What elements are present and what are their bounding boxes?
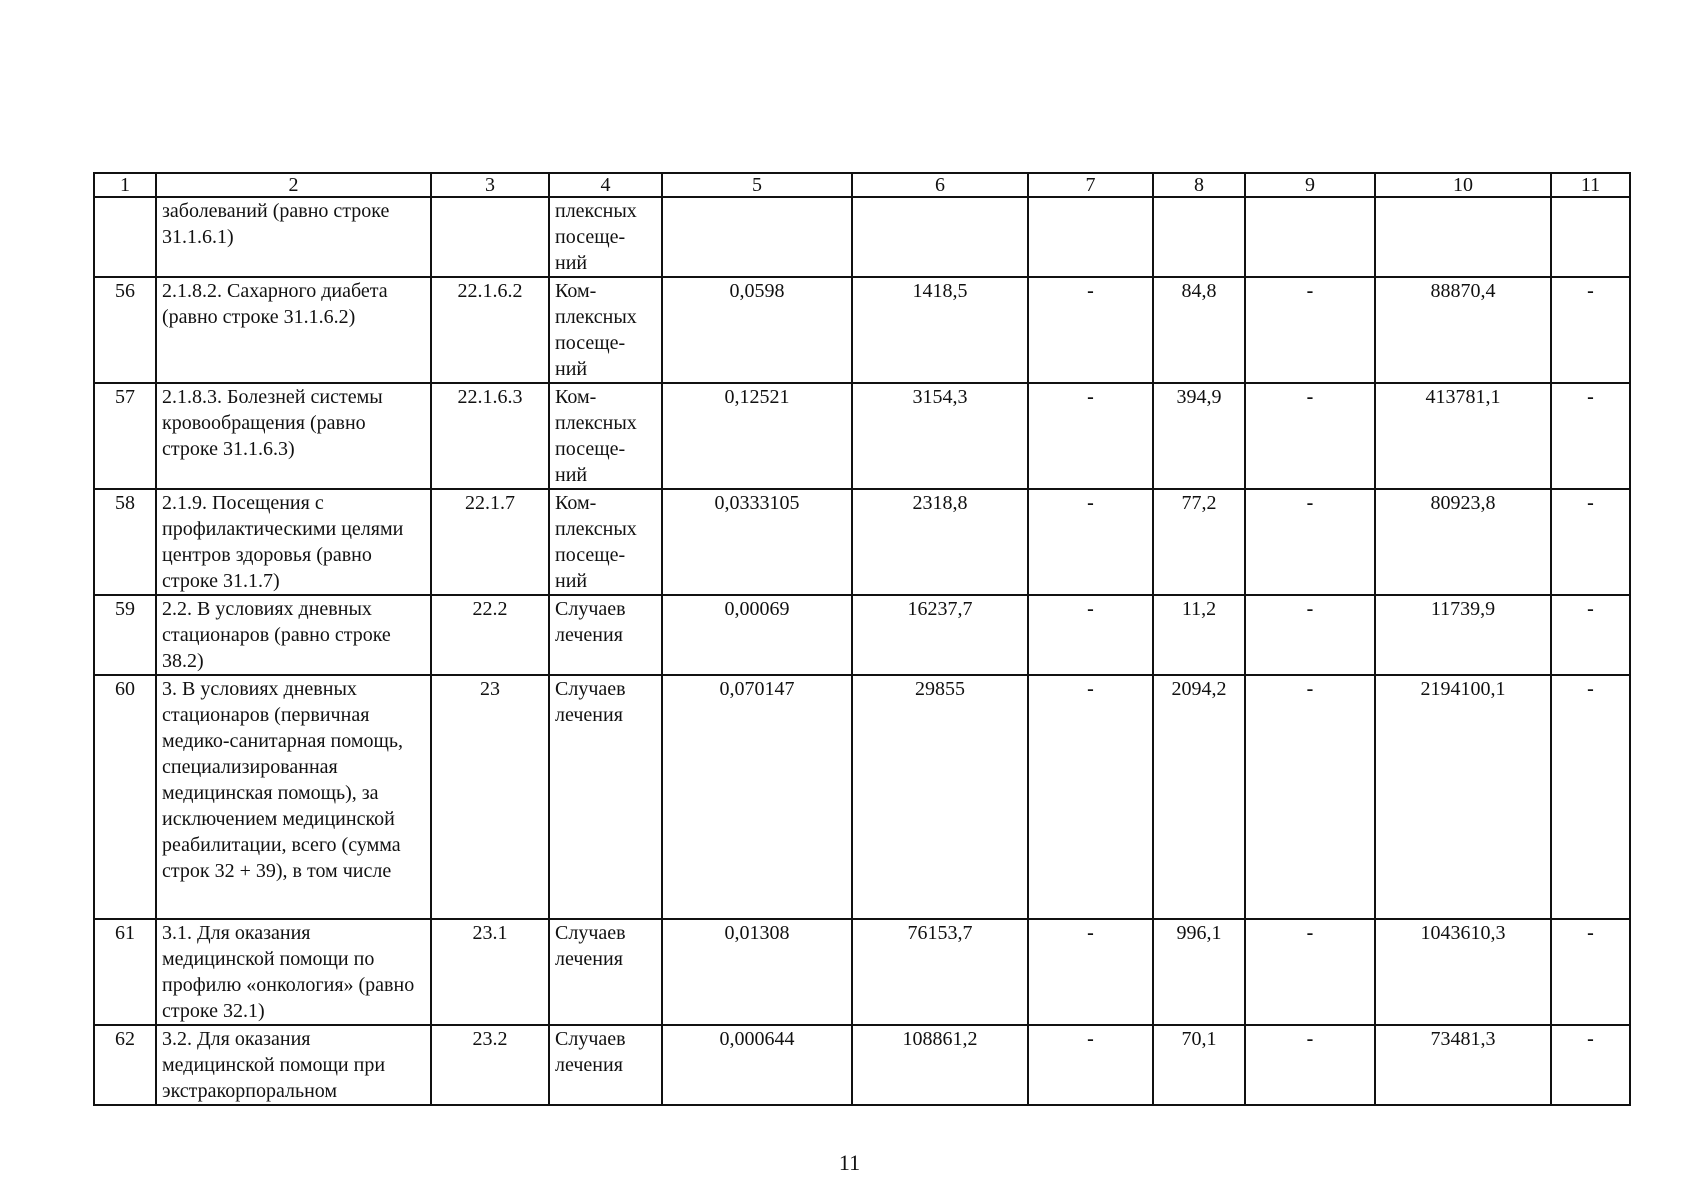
row-number-cell: 58	[94, 489, 156, 595]
column-header: 11	[1551, 173, 1630, 197]
budget-total-cell: -	[1245, 595, 1375, 675]
budget-total-cell: -	[1245, 489, 1375, 595]
per-capita-budget-cell: -	[1028, 489, 1153, 595]
row-number-cell: 57	[94, 383, 156, 489]
column-header: 4	[549, 173, 662, 197]
per-capita-budget-cell: -	[1028, 277, 1153, 383]
unit-cell: плексных посеще-ний	[549, 197, 662, 277]
oms-total-cell: 413781,1	[1375, 383, 1551, 489]
indicator-name-cell: 3.2. Для оказания медицинской помощи при экстракорпоральном	[156, 1025, 431, 1105]
norm-volume-cell: 0,0598	[662, 277, 852, 383]
unit-cell: Ком-плексных посеще-ний	[549, 489, 662, 595]
per-capita-budget-cell	[1028, 197, 1153, 277]
share-cell: -	[1551, 277, 1630, 383]
page-number: 11	[838, 1150, 861, 1175]
line-code-cell: 23	[431, 675, 549, 919]
budget-total-cell	[1245, 197, 1375, 277]
share-cell: -	[1551, 489, 1630, 595]
row-number-cell: 56	[94, 277, 156, 383]
indicator-name-cell: 3. В условиях дневных стационаров (первичная медико-санитарная помощь, специализированная медицинская помощь), за исключением медицинской реабилитации, всего (сумма строк 32 + 39), в том числе	[156, 675, 431, 919]
per-capita-budget-cell: -	[1028, 1025, 1153, 1105]
column-number-header-row	[94, 173, 1630, 197]
per-capita-oms-cell	[1153, 197, 1245, 277]
share-cell	[1551, 197, 1630, 277]
column-header: 10	[1375, 173, 1551, 197]
budget-total-cell: -	[1245, 383, 1375, 489]
table-row	[94, 595, 1630, 675]
unit-cell: Случаев лечения	[549, 919, 662, 1025]
per-capita-oms-cell: 996,1	[1153, 919, 1245, 1025]
indicator-name-cell: 2.1.9. Посещения с профилактическими целями центров здоровья (равно строке 31.1.7)	[156, 489, 431, 595]
oms-total-cell: 80923,8	[1375, 489, 1551, 595]
norm-cost-cell	[852, 197, 1028, 277]
table-row	[94, 489, 1630, 595]
share-cell: -	[1551, 383, 1630, 489]
oms-total-cell: 1043610,3	[1375, 919, 1551, 1025]
table-row	[94, 277, 1630, 383]
unit-cell: Ком-плексных посеще-ний	[549, 383, 662, 489]
unit-cell: Случаев лечения	[549, 595, 662, 675]
share-cell: -	[1551, 919, 1630, 1025]
budget-total-cell: -	[1245, 675, 1375, 919]
per-capita-oms-cell: 2094,2	[1153, 675, 1245, 919]
line-code-cell: 22.1.7	[431, 489, 549, 595]
tariff-table	[93, 172, 1631, 1106]
oms-total-cell: 73481,3	[1375, 1025, 1551, 1105]
oms-total-cell: 11739,9	[1375, 595, 1551, 675]
column-header: 7	[1028, 173, 1153, 197]
indicator-name-cell: заболеваний (равно строке 31.1.6.1)	[156, 197, 431, 277]
norm-cost-cell: 108861,2	[852, 1025, 1028, 1105]
per-capita-oms-cell: 11,2	[1153, 595, 1245, 675]
norm-volume-cell	[662, 197, 852, 277]
indicator-name-cell: 2.1.8.3. Болезней системы кровообращения (равно строке 31.1.6.3)	[156, 383, 431, 489]
row-number-cell: 60	[94, 675, 156, 919]
column-header: 2	[156, 173, 431, 197]
budget-total-cell: -	[1245, 919, 1375, 1025]
norm-cost-cell: 76153,7	[852, 919, 1028, 1025]
row-number-cell	[94, 197, 156, 277]
column-header: 6	[852, 173, 1028, 197]
per-capita-budget-cell: -	[1028, 383, 1153, 489]
table-row	[94, 1025, 1630, 1105]
norm-cost-cell: 16237,7	[852, 595, 1028, 675]
share-cell: -	[1551, 595, 1630, 675]
line-code-cell: 23.2	[431, 1025, 549, 1105]
norm-volume-cell: 0,070147	[662, 675, 852, 919]
table-row	[94, 919, 1630, 1025]
indicator-name-cell: 3.1. Для оказания медицинской помощи по профилю «онкология» (равно строке 32.1)	[156, 919, 431, 1025]
norm-cost-cell: 3154,3	[852, 383, 1028, 489]
column-header: 1	[94, 173, 156, 197]
norm-cost-cell: 1418,5	[852, 277, 1028, 383]
norm-volume-cell: 0,0333105	[662, 489, 852, 595]
norm-cost-cell: 29855	[852, 675, 1028, 919]
table-row	[94, 675, 1630, 919]
column-header: 5	[662, 173, 852, 197]
share-cell: -	[1551, 1025, 1630, 1105]
line-code-cell: 22.1.6.3	[431, 383, 549, 489]
column-header: 3	[431, 173, 549, 197]
per-capita-oms-cell: 77,2	[1153, 489, 1245, 595]
per-capita-budget-cell: -	[1028, 675, 1153, 919]
table-row	[94, 197, 1630, 277]
norm-volume-cell: 0,12521	[662, 383, 852, 489]
table-body	[94, 173, 1630, 1105]
column-header: 9	[1245, 173, 1375, 197]
per-capita-oms-cell: 70,1	[1153, 1025, 1245, 1105]
per-capita-budget-cell: -	[1028, 919, 1153, 1025]
budget-total-cell: -	[1245, 277, 1375, 383]
line-code-cell	[431, 197, 549, 277]
per-capita-oms-cell: 394,9	[1153, 383, 1245, 489]
line-code-cell: 22.1.6.2	[431, 277, 549, 383]
norm-volume-cell: 0,00069	[662, 595, 852, 675]
norm-volume-cell: 0,01308	[662, 919, 852, 1025]
per-capita-budget-cell: -	[1028, 595, 1153, 675]
unit-cell: Ком-плексных посеще-ний	[549, 277, 662, 383]
row-number-cell: 59	[94, 595, 156, 675]
row-number-cell: 61	[94, 919, 156, 1025]
column-header: 8	[1153, 173, 1245, 197]
unit-cell: Случаев лечения	[549, 1025, 662, 1105]
row-number-cell: 62	[94, 1025, 156, 1105]
line-code-cell: 23.1	[431, 919, 549, 1025]
line-code-cell: 22.2	[431, 595, 549, 675]
oms-total-cell: 2194100,1	[1375, 675, 1551, 919]
norm-volume-cell: 0,000644	[662, 1025, 852, 1105]
oms-total-cell: 88870,4	[1375, 277, 1551, 383]
table-row	[94, 383, 1630, 489]
budget-total-cell: -	[1245, 1025, 1375, 1105]
norm-cost-cell: 2318,8	[852, 489, 1028, 595]
unit-cell: Случаев лечения	[549, 675, 662, 919]
indicator-name-cell: 2.2. В условиях дневных стационаров (равно строке 38.2)	[156, 595, 431, 675]
oms-total-cell	[1375, 197, 1551, 277]
per-capita-oms-cell: 84,8	[1153, 277, 1245, 383]
share-cell: -	[1551, 675, 1630, 919]
indicator-name-cell: 2.1.8.2. Сахарного диабета (равно строке 31.1.6.2)	[156, 277, 431, 383]
